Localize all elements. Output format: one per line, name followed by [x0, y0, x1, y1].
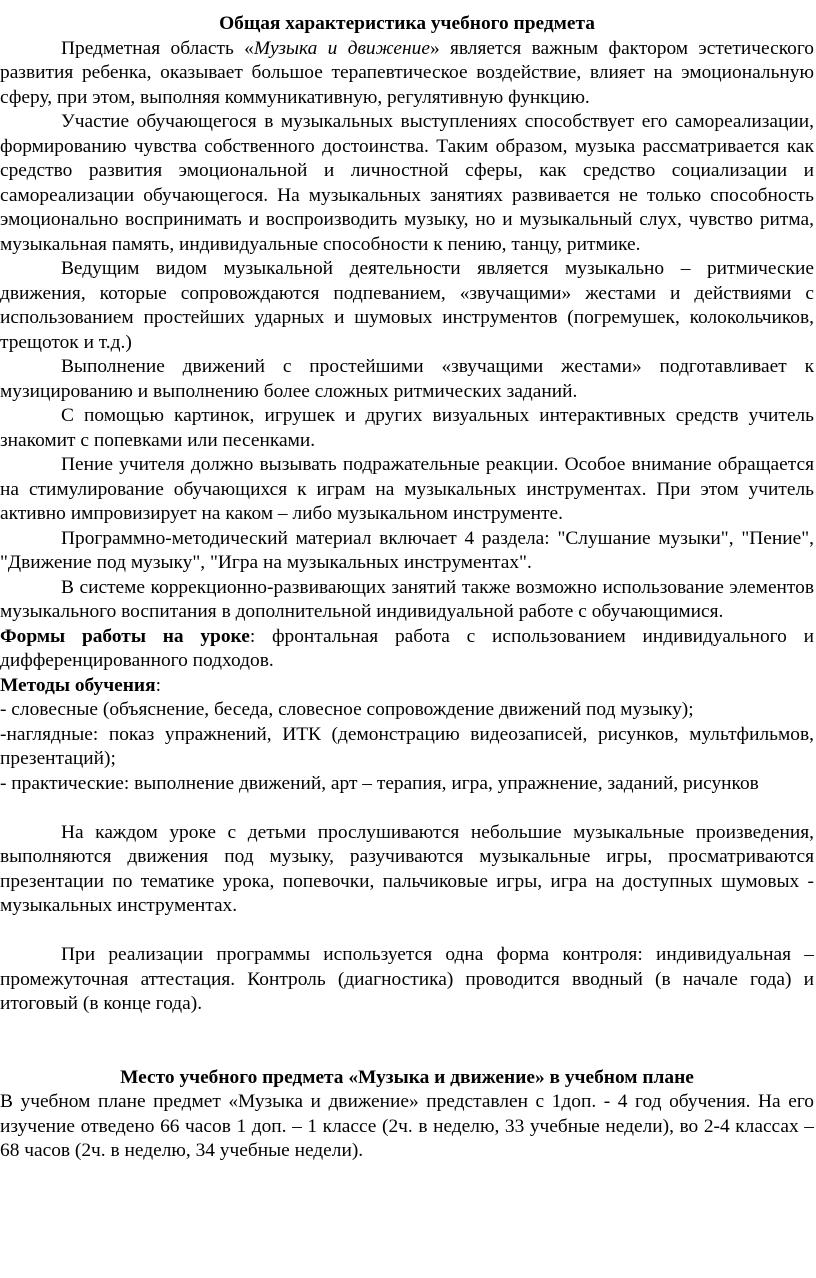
- paragraph-sounding-gestures: Выполнение движений с простейшими «звучащими жестами» подготавливает к музицированию и выполнению более сложных ритмических заданий.: [0, 356, 814, 402]
- subject-name-italic: Музыка и движение: [253, 37, 430, 59]
- paragraph-program-sections: Программно-методический материал включает 4 раздела: "Слушание музыки", "Пение", "Движение под музыку", "Игра на музыкальных инструментах".: [0, 527, 814, 573]
- blank-lines: [0, 1017, 814, 1066]
- section-title-curriculum-place: Место учебного предмета «Музыка и движение» в учебном плане: [120, 1066, 694, 1088]
- work-forms-text: : фронтальная работа с использованием индивидуального и дифференцированного подходов.: [0, 625, 814, 671]
- methods-label: Методы обучения: [0, 674, 156, 696]
- paragraph-text: Предметная область «: [61, 37, 254, 59]
- paragraph-work-forms: [0, 625, 814, 674]
- paragraph-correction-system: В системе коррекционно-развивающих занятий также возможно использование элементов музыкального воспитания в дополнительной индивидуальной работе с обучающимися.: [0, 576, 814, 622]
- paragraph-leading-activity: Ведущим видом музыкальной деятельности является музыкально – ритмические движения, которые сопровождаются подпеванием, «звучащими» жестами и действиями с использованием простейших ударных и шумовых инструментов (погремушек, колокольчиков, трещоток и т.д.): [0, 258, 814, 353]
- paragraph-control-form: При реализации программы используется одна форма контроля: индивидуальная – промежуточная аттестация. Контроль (диагностика) проводится вводный (в начале года) и итоговый (в конце года).: [0, 944, 814, 1014]
- methods-colon: :: [155, 674, 161, 696]
- method-visual: -наглядные: показ упражнений, ИТК (демонстрацию видеозаписей, рисунков, мультфильмов, презентаций);: [0, 723, 814, 769]
- work-forms-label: Формы работы на уроке: [0, 625, 250, 647]
- paragraph-each-lesson: На каждом уроке с детьми прослушиваются небольшие музыкальные произведения, выполняются движения под музыку, разучиваются музыкальные игры, просматриваются презентации по тематике урока, попевочки, пальчиковые игры, игра на доступных шумовых - музыкальных инструментах.: [0, 821, 814, 916]
- blank-line: [0, 796, 814, 821]
- paragraph-text: » является важным фактором эстетического развития ребенка, оказывает большое терапевтическое воздействие, влияет на эмоциональную сферу, при этом, выполняя коммуникативную, регулятивную функцию.: [0, 37, 815, 108]
- method-verbal: - словесные (объяснение, беседа, словесное сопровождение движений под музыку);: [0, 699, 694, 720]
- paragraph-visual-aids: С помощью картинок, игрушек и других визуальных интерактивных средств учитель знакомит с попевками или песенками.: [0, 405, 814, 451]
- document-page: [0, 12, 816, 1164]
- paragraph-curriculum-hours: В учебном плане предмет «Музыка и движение» представлен с 1доп. - 4 год обучения. На его изучение отведено 66 часов 1 доп. – 1 классе (2ч. в неделю, 33 учебные недели), во 2-4 классах – 68 часов (2ч. в неделю, 34 учебные недели).: [0, 1091, 814, 1161]
- paragraph-teacher-singing: Пение учителя должно вызывать подражательные реакции. Особое внимание обращается на стимулирование обучающихся к играм на музыкальных инструментах. При этом учитель активно импровизирует на каком – либо музыкальном инструменте.: [0, 454, 814, 524]
- section-title-general: Общая характеристика учебного предмета: [219, 13, 595, 34]
- paragraph-participation: Участие обучающегося в музыкальных выступлениях способствует его самореализации, формированию чувства собственного достоинства. Таким образом, музыка рассматривается как средство развития эмоциональной и личностной сферы, как средство социализации и самореализации обучающегося. На музыкальных занятиях развивается не только способность эмоционально воспринимать и воспроизводить музыку, но и музыкальный слух, чувство ритма, музыкальная память, индивидуальные способности к пению, танцу, ритмике.: [0, 111, 814, 255]
- paragraph-subject-area: [0, 37, 814, 111]
- methods-heading: [0, 674, 814, 699]
- blank-line: [0, 919, 814, 944]
- method-practical: - практические: выполнение движений, арт – терапия, игра, упражнение, заданий, рисунков: [0, 772, 759, 794]
